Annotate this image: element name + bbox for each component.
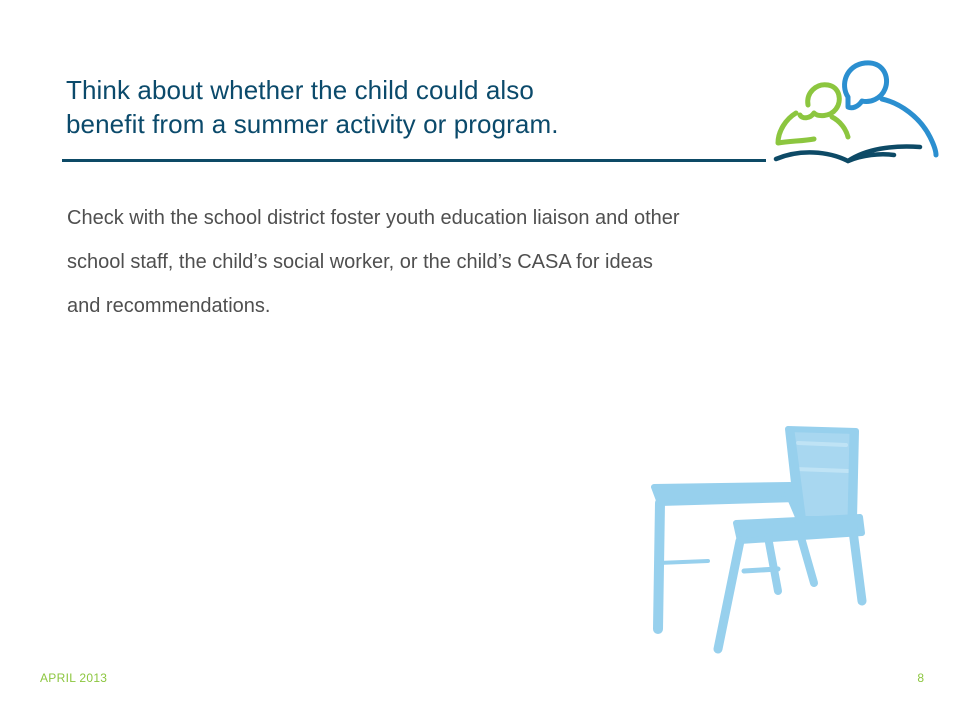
slide-title [66, 73, 766, 141]
body-line-3: and recommendations. [67, 295, 271, 317]
body-line-1: Check with the school district foster youth education liaison and other [67, 207, 680, 229]
slide-title-line-2: benefit from a summer activity or program. [66, 109, 559, 139]
body-line-2: school staff, the child’s social worker, or the child’s CASA for ideas [67, 251, 653, 273]
page-number: 8 [917, 671, 924, 685]
title-underline-rule [62, 159, 766, 162]
body-paragraph [67, 196, 897, 328]
footer-date: APRIL 2013 [40, 671, 108, 685]
slide-title-line-1: Think about whether the child could also [66, 75, 534, 105]
people-reading-book-logo-icon [770, 55, 945, 175]
school-desk-illustration-icon [648, 423, 870, 663]
